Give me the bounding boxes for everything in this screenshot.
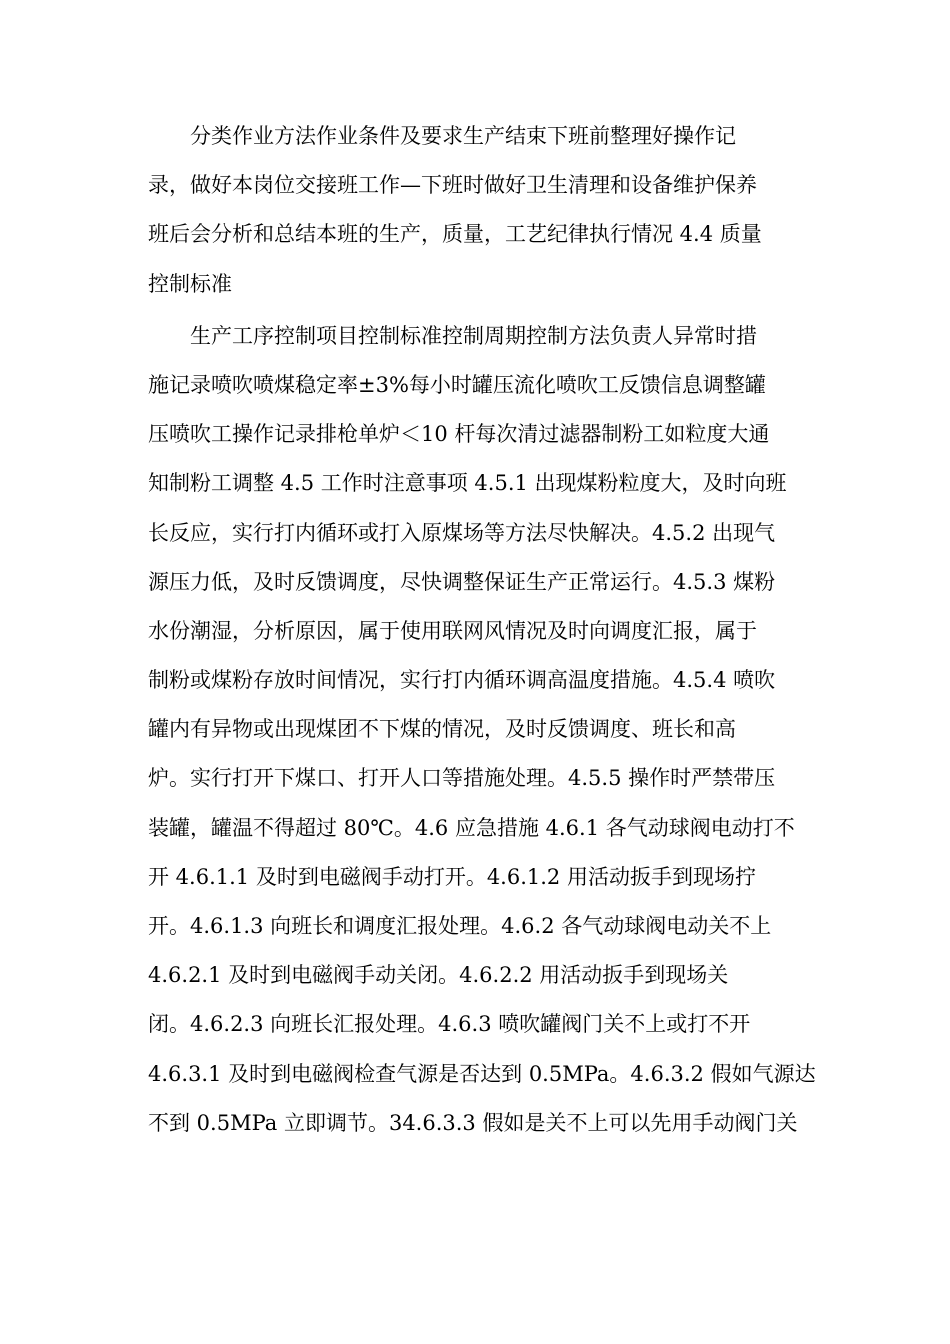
text-line: 知制粉工调整 4.5 工作时注意事项 4.5.1 出现煤粉粒度大，及时向班: [148, 471, 787, 496]
text-line: 长反应，实行打内循环或打入原煤场等方法尽快解决。4.5.2 出现气: [148, 520, 776, 545]
text-line: 开。4.6.1.3 向班长和调度汇报处理。4.6.2 各气动球阀电动关不上: [148, 914, 772, 938]
text-line: 班后会分析和总结本班的生产，质量，工艺纪律执行情况 4.4 质量: [148, 222, 762, 247]
text-line: 开 4.6.1.1 及时到电磁阀手动打开。4.6.1.2 用活动扳手到现场拧: [148, 864, 756, 889]
text-line: 施记录喷吹喷煤稳定率±3%每小时罐压流化喷吹工反馈信息调整罐: [148, 372, 766, 397]
text-line: 录，做好本岗位交接班工作—下班时做好卫生清理和设备维护保养: [148, 173, 757, 198]
text-line: 源压力低，及时反馈调度，尽快调整保证生产正常运行。4.5.3 煤粉: [148, 569, 776, 594]
paragraph-quality-control: [148, 112, 808, 309]
text-line: 4.6.2.1 及时到电磁阀手动关闭。4.6.2.2 用活动扳手到现场关: [148, 963, 729, 988]
text-line: 罐内有异物或出现煤团不下煤的情况，及时反馈调度、班长和高: [148, 717, 736, 742]
text-line: 水份潮湿，分析原因，属于使用联网风情况及时向调度汇报，属于: [148, 618, 757, 643]
paragraph-procedures: [148, 312, 816, 1148]
body-text: [148, 112, 816, 1148]
text-line: 制粉或煤粉存放时间情况，实行打内循环调高温度措施。4.5.4 喷吹: [148, 668, 776, 693]
text-line: 4.6.3.1 及时到电磁阀检查气源是否达到 0.5MPa。4.6.3.2 假如气源达: [148, 1061, 816, 1086]
text-line: 不到 0.5MPa 立即调节。34.6.3.3 假如是关不上可以先用手动阀门关: [148, 1110, 798, 1135]
text-line: 炉。实行打开下煤口、打开人口等措施处理。4.5.5 操作时严禁带压: [148, 766, 776, 791]
text-line: 控制标准: [148, 271, 232, 296]
text-line: 生产工序控制项目控制标准控制周期控制方法负责人异常时措: [190, 323, 757, 348]
text-line: 闭。4.6.2.3 向班长汇报处理。4.6.3 喷吹罐阀门关不上或打不开: [148, 1012, 751, 1037]
text-line: 装罐，罐温不得超过 80℃。4.6 应急措施 4.6.1 各气动球阀电动打不: [148, 815, 795, 840]
text-line: 压喷吹工操作记录排枪单炉＜10 杆每次清过滤器制粉工如粒度大通: [148, 422, 770, 447]
text-line: 分类作业方法作业条件及要求生产结束下班前整理好操作记: [190, 124, 736, 148]
